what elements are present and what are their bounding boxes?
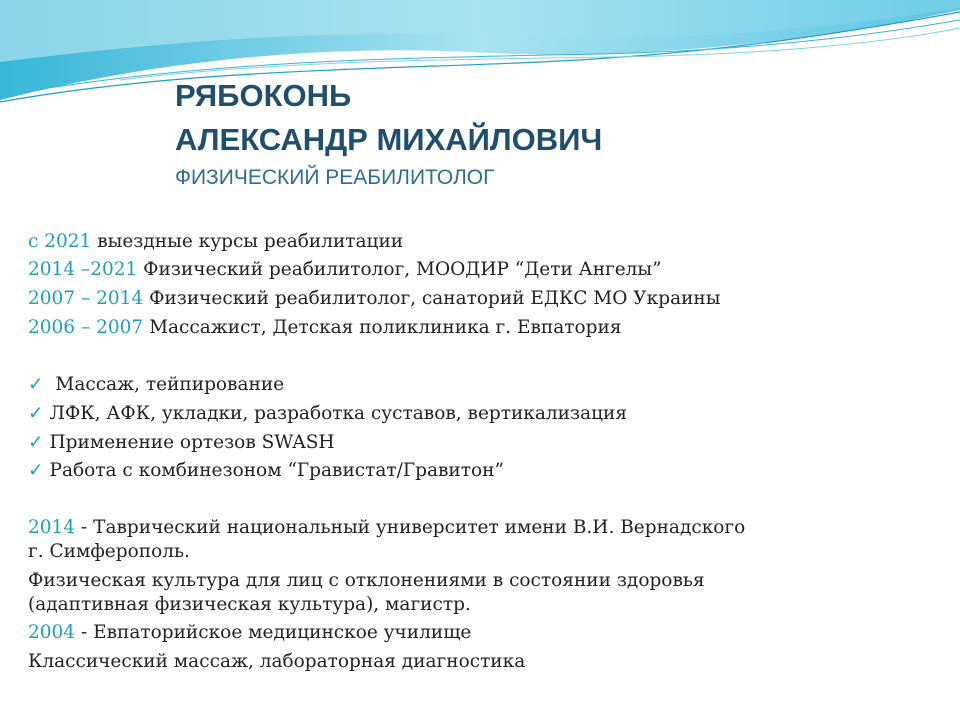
education-specialty: Физическая культура для лиц с отклонениями в состоянии здоровья xyxy=(28,570,705,591)
education-city: г. Симферополь. xyxy=(28,541,190,562)
experience-item xyxy=(28,258,662,282)
education-institution: - Таврический национальный университет имени В.И. Вернадского xyxy=(75,517,746,538)
wave-decoration xyxy=(0,0,960,120)
experience-item xyxy=(28,287,721,311)
education-year: 2014 xyxy=(28,517,76,538)
education-specialty: Классический массаж, лабораторная диагностика xyxy=(28,651,526,672)
name-given: АЛЕКСАНДР МИХАЙЛОВИЧ xyxy=(175,122,603,157)
experience-text: Физический реабилитолог, санаторий ЕДКС МО Украины xyxy=(143,288,721,309)
experience-period: 2014 –2021 xyxy=(28,259,138,280)
education-year: 2004 xyxy=(28,622,76,643)
experience-item xyxy=(28,230,403,254)
education-item xyxy=(28,516,745,540)
education-institution: - Евпаторийское медицинское училище xyxy=(75,622,472,643)
skill-text: Применение ортезов SWASH xyxy=(49,432,335,453)
skill-item xyxy=(28,459,504,483)
education-specialty: (адаптивная физическая культура), магистр. xyxy=(28,594,471,615)
experience-period: 2006 – 2007 xyxy=(28,317,144,338)
skill-text: Массаж, тейпирование xyxy=(49,374,285,395)
experience-period: 2007 – 2014 xyxy=(28,288,144,309)
education-item xyxy=(28,621,471,645)
experience-period: с 2021 xyxy=(28,231,92,252)
name-surname: РЯБОКОНЬ xyxy=(175,78,352,113)
skill-text: ЛФК, АФК, укладки, разработка суставов, вертикализация xyxy=(49,403,627,424)
skill-text: Работа с комбинезоном “Гравистат/Гравитон” xyxy=(49,460,504,481)
skill-item xyxy=(28,373,284,397)
check-icon: ✓ xyxy=(28,403,44,424)
check-icon: ✓ xyxy=(28,432,44,453)
experience-text: выездные курсы реабилитации xyxy=(91,231,404,252)
skill-item xyxy=(28,431,335,455)
experience-text: Массажист, Детская поликлиника г. Евпатория xyxy=(143,317,622,338)
experience-item xyxy=(28,316,622,340)
check-icon: ✓ xyxy=(28,374,44,395)
profession-title: ФИЗИЧЕСКИЙ РЕАБИЛИТОЛОГ xyxy=(175,166,495,189)
skill-item xyxy=(28,402,627,426)
experience-text: Физический реабилитолог, МООДИР “Дети Ангелы” xyxy=(137,259,662,280)
check-icon: ✓ xyxy=(28,460,44,481)
